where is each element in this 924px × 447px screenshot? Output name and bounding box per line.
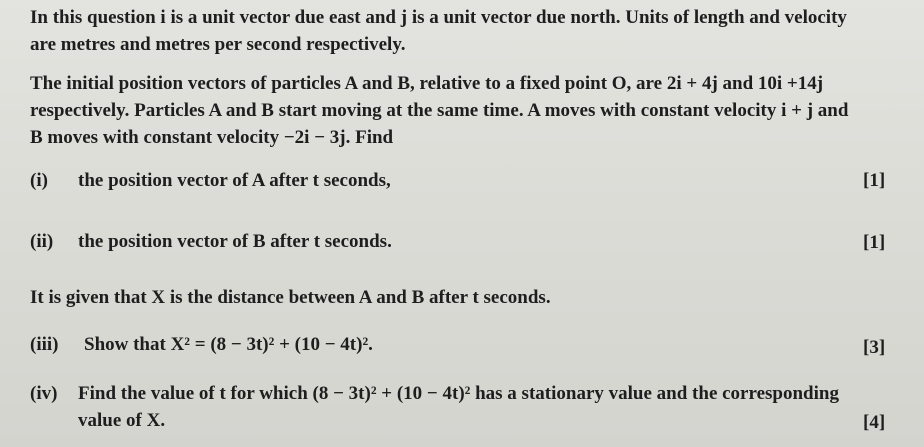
part-ii-label: (ii) bbox=[30, 231, 54, 252]
part-i-label: (i) bbox=[30, 170, 48, 191]
part-ii bbox=[30, 232, 392, 251]
part-iv-marks: [4] bbox=[863, 412, 886, 433]
part-i-text: the position vector of A after t seconds, bbox=[78, 170, 391, 191]
given-statement: It is given that X is the distance between A and B after t seconds. bbox=[30, 287, 551, 308]
part-i bbox=[30, 171, 391, 190]
part-iv-label: (iv) bbox=[30, 383, 58, 404]
intro-line-2: are metres and metres per second respectively. bbox=[30, 34, 406, 55]
part-ii-marks: [1] bbox=[863, 232, 886, 253]
part-iii-label: (iii) bbox=[30, 334, 59, 355]
part-iv bbox=[30, 384, 839, 403]
part-iv-text-2: value of X. bbox=[78, 410, 166, 431]
setup-line-2: respectively. Particles A and B start moving at the same time. A moves with constant velocity i + j and bbox=[30, 100, 849, 121]
setup-line-1: The initial position vectors of particles A and B, relative to a fixed point O, are 2i + 4j and 10i +14j bbox=[30, 73, 824, 94]
part-i-marks: [1] bbox=[863, 170, 886, 191]
part-iii-text: Show that X² = (8 − 3t)² + (10 − 4t)². bbox=[84, 334, 373, 355]
part-ii-text: the position vector of B after t seconds. bbox=[78, 231, 392, 252]
part-iii-marks: [3] bbox=[863, 337, 886, 358]
intro-line-1: In this question i is a unit vector due east and j is a unit vector due north. Units of length and velocity bbox=[30, 7, 847, 28]
part-iv-text-1: Find the value of t for which (8 − 3t)² + (10 − 4t)² has a stationary value and the corresponding bbox=[78, 383, 839, 404]
part-iii bbox=[30, 335, 373, 354]
setup-line-3: B moves with constant velocity −2i − 3j. Find bbox=[30, 127, 394, 148]
